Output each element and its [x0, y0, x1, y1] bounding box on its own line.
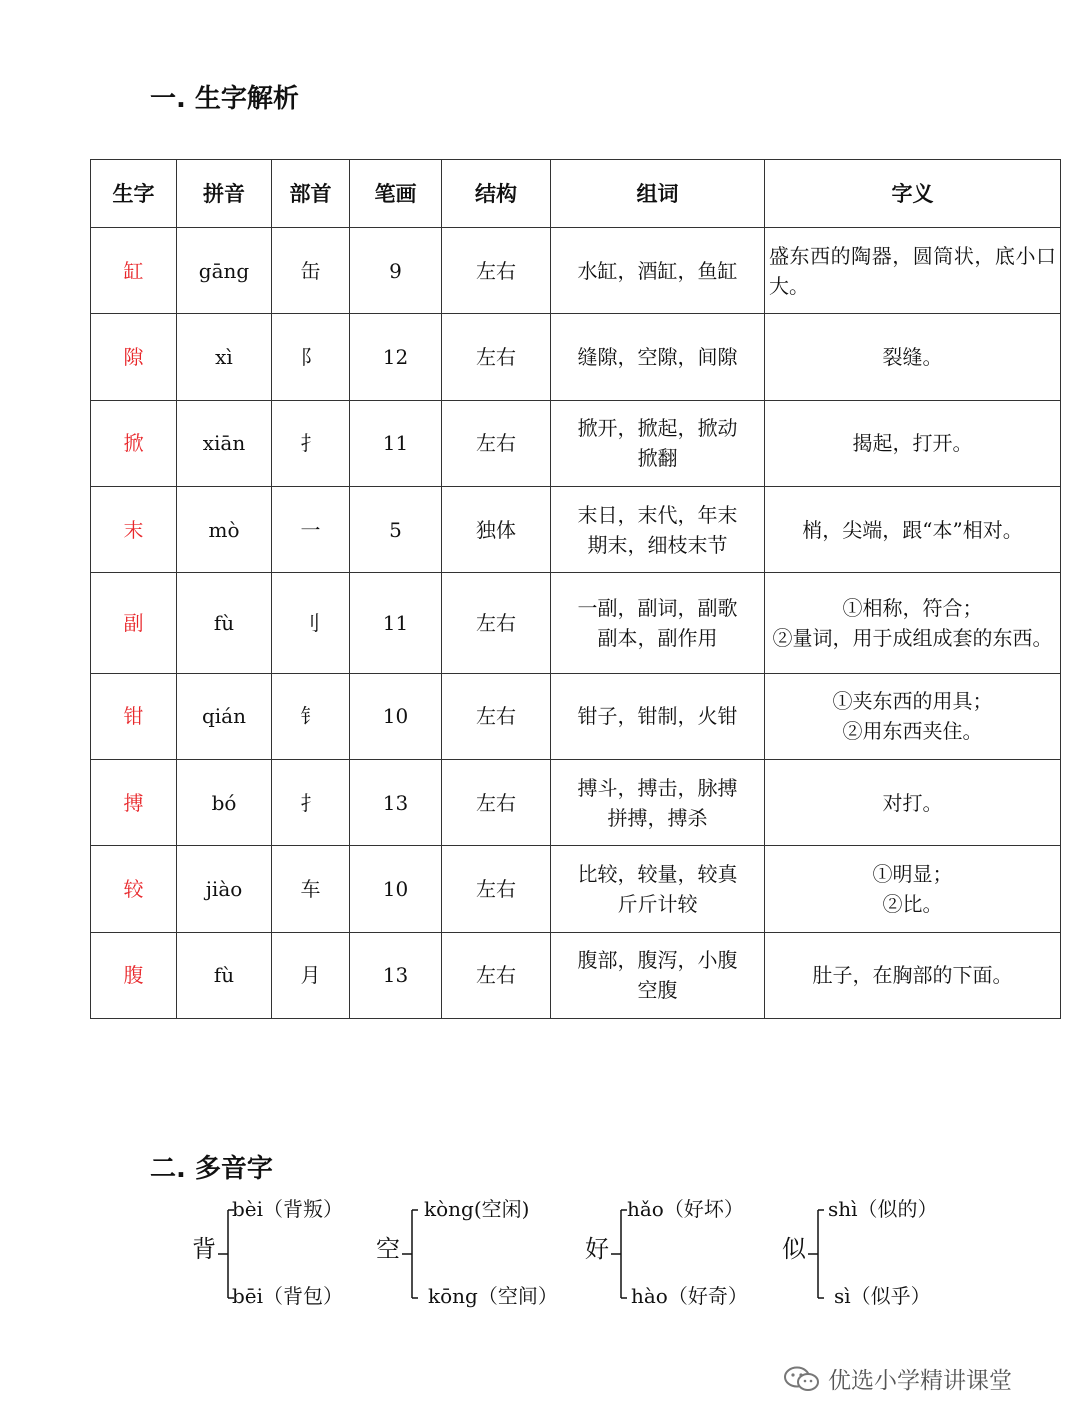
words-line: 搏斗，搏击，脉搏 — [577, 775, 738, 800]
meaning-cell — [765, 846, 1061, 932]
meaning-line: 裂缝。 — [882, 344, 943, 369]
polyphonic-char: 好 — [585, 1235, 609, 1263]
reading-bottom: kōng（空间） — [428, 1284, 558, 1308]
char-cell: 腹 — [91, 932, 177, 1018]
header-char: 生字 — [91, 160, 177, 228]
words-line: 拼搏，搏杀 — [607, 805, 708, 830]
pinyin-cell: mò — [177, 486, 272, 572]
pinyin-cell: fù — [177, 573, 272, 673]
words-line: 掀翻 — [637, 446, 678, 471]
header-meaning: 字义 — [765, 160, 1061, 228]
meaning-cell — [765, 314, 1061, 400]
table-row — [91, 932, 1061, 1018]
words-cell — [551, 486, 765, 572]
reading-bottom: sì（似乎） — [834, 1284, 931, 1308]
table-row — [91, 486, 1061, 572]
meaning-line: 对打。 — [882, 790, 943, 815]
char-cell: 掀 — [91, 400, 177, 486]
reading-top: hǎo（好坏） — [627, 1197, 744, 1221]
structure-cell: 左右 — [442, 846, 551, 932]
structure-cell: 左右 — [442, 759, 551, 845]
strokes-cell: 11 — [350, 573, 442, 673]
meaning-cell — [765, 573, 1061, 673]
meaning-cell — [765, 932, 1061, 1018]
meaning-line: ①明显； — [872, 861, 953, 886]
meaning-cell — [765, 673, 1061, 759]
meaning-cell — [765, 759, 1061, 845]
table-header-row — [91, 160, 1061, 228]
strokes-cell: 13 — [350, 932, 442, 1018]
polyphonic-group-si — [782, 1196, 952, 1316]
radical-cell: 缶 — [272, 228, 350, 314]
table-row — [91, 759, 1061, 845]
meaning-line: 盛东西的陶器，圆筒状，底小口大。 — [769, 243, 1056, 298]
radical-cell: 一 — [272, 486, 350, 572]
words-line: 腹部，腹泻，小腹 — [577, 948, 738, 973]
structure-cell: 左右 — [442, 932, 551, 1018]
strokes-cell: 5 — [350, 486, 442, 572]
char-cell: 较 — [91, 846, 177, 932]
meaning-line: ①相称，符合； — [842, 595, 983, 620]
char-cell: 隙 — [91, 314, 177, 400]
structure-cell: 左右 — [442, 400, 551, 486]
meaning-line: 梢，尖端，跟“本”相对。 — [802, 517, 1023, 542]
words-line: 末日，末代，年末 — [577, 502, 738, 527]
words-line: 钳子，钳制，火钳 — [577, 704, 738, 729]
header-strokes: 笔画 — [350, 160, 442, 228]
char-cell: 缸 — [91, 228, 177, 314]
words-line: 空腹 — [637, 978, 678, 1003]
structure-cell: 左右 — [442, 673, 551, 759]
structure-cell: 左右 — [442, 314, 551, 400]
words-line: 一副，副词，副歌 — [577, 595, 738, 620]
words-line: 水缸，酒缸，鱼缸 — [577, 258, 738, 283]
words-line: 掀开，掀起，掀动 — [577, 416, 738, 441]
header-words: 组词 — [551, 160, 765, 228]
watermark — [782, 1362, 1012, 1395]
words-cell — [551, 759, 765, 845]
words-cell — [551, 228, 765, 314]
section2-title: 二. 多音字 — [150, 1154, 273, 1184]
structure-cell: 左右 — [442, 573, 551, 673]
structure-cell: 独体 — [442, 486, 551, 572]
reading-top: kòng(空闲) — [424, 1197, 530, 1221]
character-analysis-table — [90, 159, 1061, 1019]
pinyin-cell: gāng — [177, 228, 272, 314]
char-cell: 末 — [91, 486, 177, 572]
pinyin-cell: fù — [177, 932, 272, 1018]
words-line: 缝隙，空隙，间隙 — [577, 344, 738, 369]
header-pinyin: 拼音 — [177, 160, 272, 228]
char-cell: 钳 — [91, 673, 177, 759]
meaning-cell — [765, 400, 1061, 486]
table-row — [91, 314, 1061, 400]
header-radical: 部首 — [272, 160, 350, 228]
radical-cell: 月 — [272, 932, 350, 1018]
polyphonic-group-kong — [376, 1196, 566, 1316]
meaning-cell — [765, 228, 1061, 314]
strokes-cell: 12 — [350, 314, 442, 400]
polyphonic-char: 背 — [192, 1235, 216, 1263]
pinyin-cell: jiào — [177, 846, 272, 932]
polyphonic-char: 空 — [376, 1235, 400, 1263]
strokes-cell: 11 — [350, 400, 442, 486]
meaning-line: 肚子，在胸部的下面。 — [812, 963, 1013, 988]
reading-top: shì（似的） — [828, 1197, 938, 1221]
words-line: 比较，较量，较真 — [577, 861, 738, 886]
pinyin-cell: bó — [177, 759, 272, 845]
meaning-line: ①夹东西的用具； — [832, 689, 993, 714]
radical-cell: 刂 — [272, 573, 350, 673]
reading-top: bèi（背叛） — [232, 1197, 344, 1221]
strokes-cell: 10 — [350, 673, 442, 759]
pinyin-cell: xì — [177, 314, 272, 400]
pinyin-cell: xiān — [177, 400, 272, 486]
words-cell — [551, 573, 765, 673]
words-cell — [551, 846, 765, 932]
words-cell — [551, 673, 765, 759]
reading-bottom: hào（好奇） — [631, 1284, 748, 1308]
radical-cell: 钅 — [272, 673, 350, 759]
words-line: 副本，副作用 — [597, 625, 718, 650]
meaning-line: ②用东西夹住。 — [842, 719, 983, 744]
meaning-line: ②量词，用于成组成套的东西。 — [772, 625, 1053, 650]
radical-cell: 扌 — [272, 759, 350, 845]
pinyin-cell: qián — [177, 673, 272, 759]
table-row — [91, 846, 1061, 932]
strokes-cell: 10 — [350, 846, 442, 932]
char-cell: 副 — [91, 573, 177, 673]
table-row — [91, 228, 1061, 314]
meaning-line: ②比。 — [882, 891, 943, 916]
wechat-icon — [782, 1365, 822, 1393]
section1-title: 一. 生字解析 — [150, 84, 299, 114]
structure-cell: 左右 — [442, 228, 551, 314]
table-row — [91, 400, 1061, 486]
table-row — [91, 673, 1061, 759]
radical-cell: 车 — [272, 846, 350, 932]
polyphonic-group-hao — [585, 1196, 755, 1316]
words-cell — [551, 400, 765, 486]
words-cell — [551, 932, 765, 1018]
table-row — [91, 573, 1061, 673]
watermark-text: 优选小学精讲课堂 — [828, 1368, 1012, 1394]
radical-cell: 阝 — [272, 314, 350, 400]
strokes-cell: 13 — [350, 759, 442, 845]
meaning-cell — [765, 486, 1061, 572]
words-cell — [551, 314, 765, 400]
char-cell: 搏 — [91, 759, 177, 845]
radical-cell: 扌 — [272, 400, 350, 486]
meaning-line: 揭起，打开。 — [852, 431, 973, 456]
words-line: 期末，细枝末节 — [587, 532, 728, 557]
header-structure: 结构 — [442, 160, 551, 228]
polyphonic-char: 似 — [782, 1235, 806, 1263]
polyphonic-group-bei — [192, 1196, 362, 1316]
reading-bottom: bēi（背包） — [232, 1284, 344, 1308]
strokes-cell: 9 — [350, 228, 442, 314]
words-line: 斤斤计较 — [617, 891, 698, 916]
